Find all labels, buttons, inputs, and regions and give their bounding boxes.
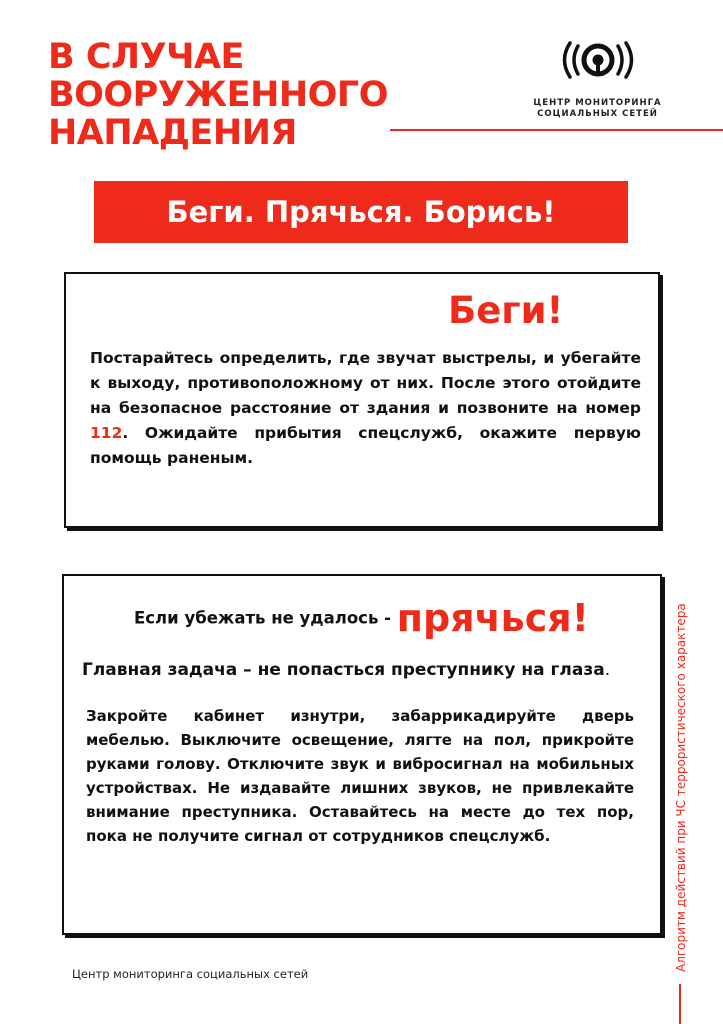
run-section xyxy=(64,272,660,528)
emergency-phone-number: 112 xyxy=(90,424,123,442)
run-text-before: Постарайтесь определить, где звучат выстрелы, и убегайте к выходу, противоположному от них. После этого отойдите на безопасное расстояние от здания и позвоните на номер xyxy=(90,349,641,417)
run-instructions xyxy=(90,346,641,471)
logo-text-line-1: ЦЕНТР МОНИТОРИНГА xyxy=(533,98,662,108)
main-task-text: Главная задача – не попасться преступнику на глаза xyxy=(82,660,605,680)
hide-lead-text: Если убежать не удалось - xyxy=(134,608,397,628)
main-task-end: . xyxy=(604,660,611,680)
run-heading: Беги! xyxy=(448,289,564,332)
header-divider xyxy=(390,129,723,131)
title-line-2: ВООРУЖЕННОГО xyxy=(48,75,388,115)
slogan-banner: Беги. Прячься. Борись! xyxy=(94,181,628,243)
logo-text-line-2: СОЦИАЛЬНЫХ СЕТЕЙ xyxy=(537,109,658,119)
hide-heading-line xyxy=(134,596,589,640)
main-task xyxy=(82,660,610,680)
sidebar-accent-line xyxy=(679,984,681,1024)
hide-instructions: Закройте кабинет изнутри, забаррикадируйте дверь мебелью. Выключите освещение, лягте на пол, прикройте руками голову. Отключите звук и вибросигнал на мобильных устройствах. Не издавайте лишних звуков, не привлекайте внимание преступника. Оставайтесь на месте до тех пор, пока не получите сигнал от сотрудников спецслужб. xyxy=(86,707,634,845)
hide-section xyxy=(62,574,662,935)
run-text-after: . Ожидайте прибытия спецслужб, окажите первую помощь раненым. xyxy=(90,424,641,467)
logo-text xyxy=(525,98,670,120)
title-line-1: В СЛУЧАЕ xyxy=(48,37,244,77)
footer-text: Центр мониторинга социальных сетей xyxy=(72,967,309,981)
logo xyxy=(525,40,670,120)
broadcast-signal-icon xyxy=(556,40,640,80)
page-title xyxy=(48,38,388,152)
hide-heading: прячься! xyxy=(396,596,589,640)
title-line-3: НАПАДЕНИЯ xyxy=(48,113,297,153)
sidebar-vertical-caption: Алгоритм действий при ЧС террористического характера xyxy=(674,603,688,972)
